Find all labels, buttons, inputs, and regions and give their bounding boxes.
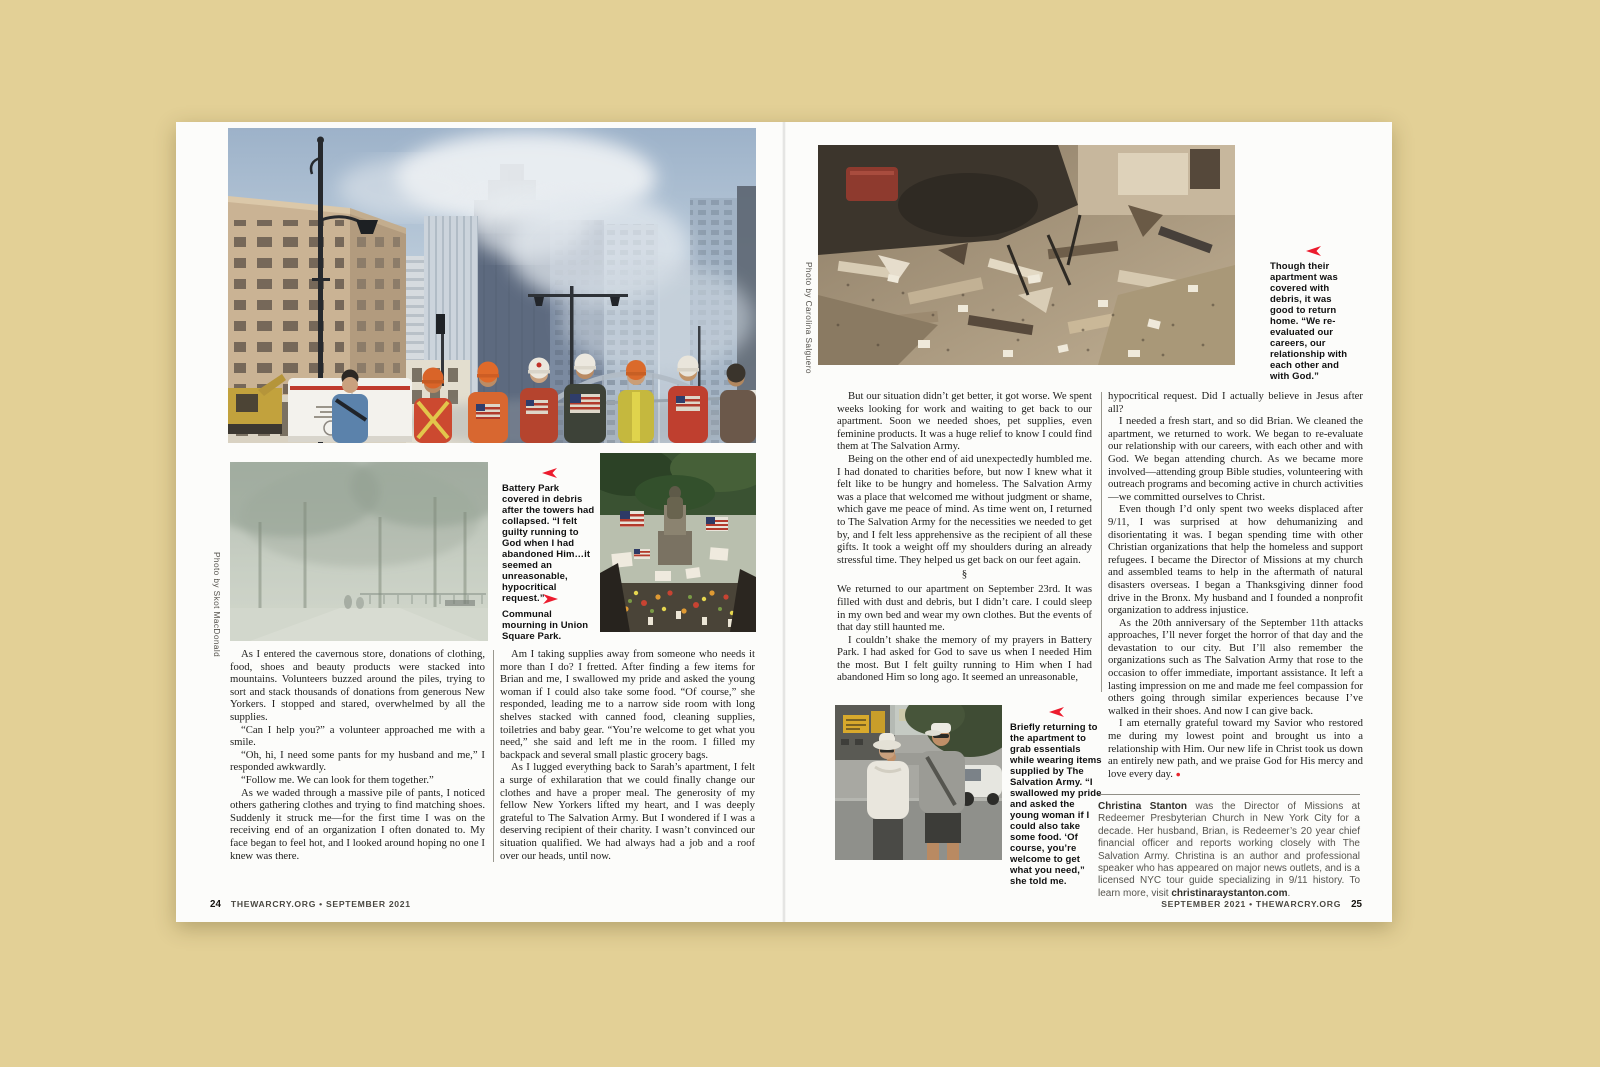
paragraph: As I lugged everything back to Sarah’s apartment, I felt a surge of exhilaration that we could finally change our clothes and have a proper meal. The generosity of my fellow New Yorkers lifted my heart, and I was deeply grateful to The Salvation Army. But I wondered if I was a deserving recipient of their charity. I wasn’t convinced our situation qualified. We had always had a job and a roof over our heads, until now.	[500, 761, 755, 862]
page-number: 25	[1351, 899, 1362, 910]
arrow-right-icon	[543, 594, 558, 604]
paragraph: “Oh, hi, I need some pants for my husband and me,” I responded awkwardly.	[230, 748, 485, 774]
photo-credit: Photo by Carolina Salguero	[804, 262, 814, 374]
page-footer	[1161, 899, 1362, 910]
paragraph: As the 20th anniversary of the September 11th attacks approaches, I’ll never forget the horror of that day and the devastation to our city. But I’ll also remember the organizations such as The Salvation Army that rose to the occasion to offer immediate, important assistance. It left a lasting impression on me and made me feel compassion for others going through similar experiences because I’ve walked in their shoes. And now I can give back.	[1108, 616, 1363, 717]
photo-battery-park-fog	[230, 462, 488, 641]
bio-text: .	[1287, 887, 1291, 899]
end-mark: ●	[1175, 768, 1181, 779]
bio-text: was the Director of Missions at Redeemer Presbyterian Church in New York City for a decade. Her husband, Brian, is Redeemer’s 20 year chief financial officer and reports working closely with The Salvation Army. Christina is an author and professional speaker who has appeared on major news outlets, and is a licensed NYC tour guide specializing in 9/11 history. To learn more, visit	[1098, 801, 1360, 899]
body-column-1	[230, 648, 485, 862]
author-bio	[1098, 794, 1360, 900]
footer-text: THEWARCRY.ORG • SEPTEMBER 2021	[230, 899, 411, 909]
caption-text: Though their apartment was covered with debris, it was good to return home. “We re-evaluated our careers, our relationship with each other and with God.”	[1270, 261, 1348, 382]
arrow-left-icon	[1049, 707, 1064, 717]
paragraph: Even though I’d only spent two weeks displaced after 9/11, I was surprised at how dehumanizing and disorientating it was. I began spending time with other Christian organizations that help the homeless and support refugees. I became the Director of Missions at my church and assembled teams to help in the aftermath of natural disasters overseas. I began a Thanksgiving dinner food drive in the Bronx. My husband and I founded a nonprofit organization to address injustice.	[1108, 503, 1363, 617]
photo-apartment-debris	[818, 145, 1235, 365]
paragraph: As we waded through a massive pile of pants, I noticed others gathering clothes and trying to find matching shoes. Suddenly it struck me—for the first time I was on the receiving end of an organization I often donated to. My face began to feel hot, and I looked around hoping no one I knew was there.	[230, 786, 485, 862]
paragraph: Being on the other end of aid unexpectedly humbled me. I had donated to charities before, but now I knew what it felt like to be hungry and homeless. The Salvation Army was a place that welcomed me without judgment or shame, which gave me peace of mind. As time went on, I returned to The Salvation Army for the necessities we needed to get by, and I felt less apprehensive as the recipient of all these gifts. It took a weight off my shoulders during an already stressful time. They helped us get back on our feet again.	[837, 452, 1092, 566]
caption-text: Briefly returning to the apartment to grab essentials while wearing items supplied by The Salvation Army. “I swallowed my pride and asked the young woman if I could also take some food. ‘Of course, you’re welcome to get what you need,” she told me.	[1010, 722, 1102, 887]
body-column-2	[500, 648, 755, 862]
caption-battery-park	[502, 468, 596, 604]
caption-text: Communal mourning in Union Square Park.	[502, 609, 589, 642]
paragraph: I couldn’t shake the memory of my prayers in Battery Park. I had asked for God to save us when I needed Him the most. But I felt guilty running to Him when I had abandoned Him so long ago. It seemed an unreasonable,	[837, 633, 1092, 684]
paragraph-group	[1108, 390, 1363, 717]
page-25	[784, 122, 1392, 922]
caption-union-square	[502, 594, 598, 642]
page-24	[176, 122, 784, 922]
paragraph	[1108, 717, 1363, 780]
arrow-left-icon	[1306, 246, 1321, 256]
paragraph: hypocritical request. Did I actually believe in Jesus after all?	[1108, 390, 1363, 415]
paragraph-group	[837, 390, 1092, 566]
caption-apartment	[1270, 246, 1356, 382]
author-name: Christina Stanton	[1098, 801, 1188, 812]
photo-credit: Photo by Skot MacDonald	[212, 552, 222, 658]
page-footer	[210, 899, 411, 910]
column-rule	[1101, 392, 1102, 692]
spread-fold	[782, 122, 786, 922]
column-rule	[493, 650, 494, 862]
footer-text: SEPTEMBER 2021 • THEWARCRY.ORG	[1161, 899, 1342, 909]
caption-couple	[1010, 707, 1102, 887]
paragraph: I needed a fresh start, and so did Brian. We cleaned the apartment, we returned to work. We began to re-evaluate our relationship with our careers, with each other and with God. We began attending church. As we became more involved—attending group Bible studies, volunteering with outreach programs and becoming active in church activities—we committed ourselves to Christ.	[1108, 415, 1363, 503]
photo-street-scene-smoke	[228, 128, 756, 443]
photo-couple-street	[835, 705, 1002, 860]
paragraph: But our situation didn’t get better, it got worse. We spent weeks looking for work and waiting to get back to our apartment. Soon we needed shoes, pet supplies, even feminine products. It was a huge relief to know I could find them at The Salvation Army.	[837, 390, 1092, 453]
paragraph-group	[837, 583, 1092, 684]
author-website: christinaraystanton.com	[1171, 887, 1288, 899]
paragraph-text: I am eternally grateful toward my Savior who restored me during my lowest point and brought us into a relationship with Him. Our new life in Christ took us down an entirely new path, and we praise God for His mercy and love every day.	[1108, 717, 1363, 780]
page-number: 24	[210, 899, 221, 910]
paragraph: We returned to our apartment on September 23rd. It was filled with dust and debris, but I didn’t care. I could sleep in my own bed and wear my own clothes. But the events of that day still haunted me.	[837, 583, 1092, 634]
paragraph: Am I taking supplies away from someone who needs it more than I do? I fretted. After finding a few items for Brian and me, I swallowed my pride and asked the young woman if I could also take some food. “Of course,” she responded, leading me to a narrow side room with long shelves stacked with canned food, cleaning supplies, toiletries and baby gear. “You’re welcome to get what you need,” she said and left me in the room. I filled my backpack and several small plastic grocery bags.	[500, 648, 755, 761]
body-column-2	[1108, 390, 1363, 780]
paragraph: As I entered the cavernous store, donations of clothing, food, shoes and beauty products were stacked into mountains. Volunteers buzzed around the piles, trying to sort and stack thousands of donations from generous New Yorkers. I stopped and stared, overwhelmed by all the supplies.	[230, 648, 485, 723]
paragraph: “Follow me. We can look for them together.”	[241, 773, 434, 786]
body-column-1	[837, 390, 1092, 684]
photo-union-square-memorial	[600, 453, 756, 632]
arrow-left-icon	[542, 468, 557, 478]
caption-text: Battery Park covered in debris after the towers had collapsed. “I felt guilty running to God when I had abandoned Him…it seemed an unreasonable, hypocritical request.”	[502, 483, 595, 604]
magazine-spread	[176, 122, 1392, 922]
paragraph: “Can I help you?” a volunteer approached me with a smile.	[230, 723, 485, 749]
section-mark: §	[961, 568, 968, 581]
